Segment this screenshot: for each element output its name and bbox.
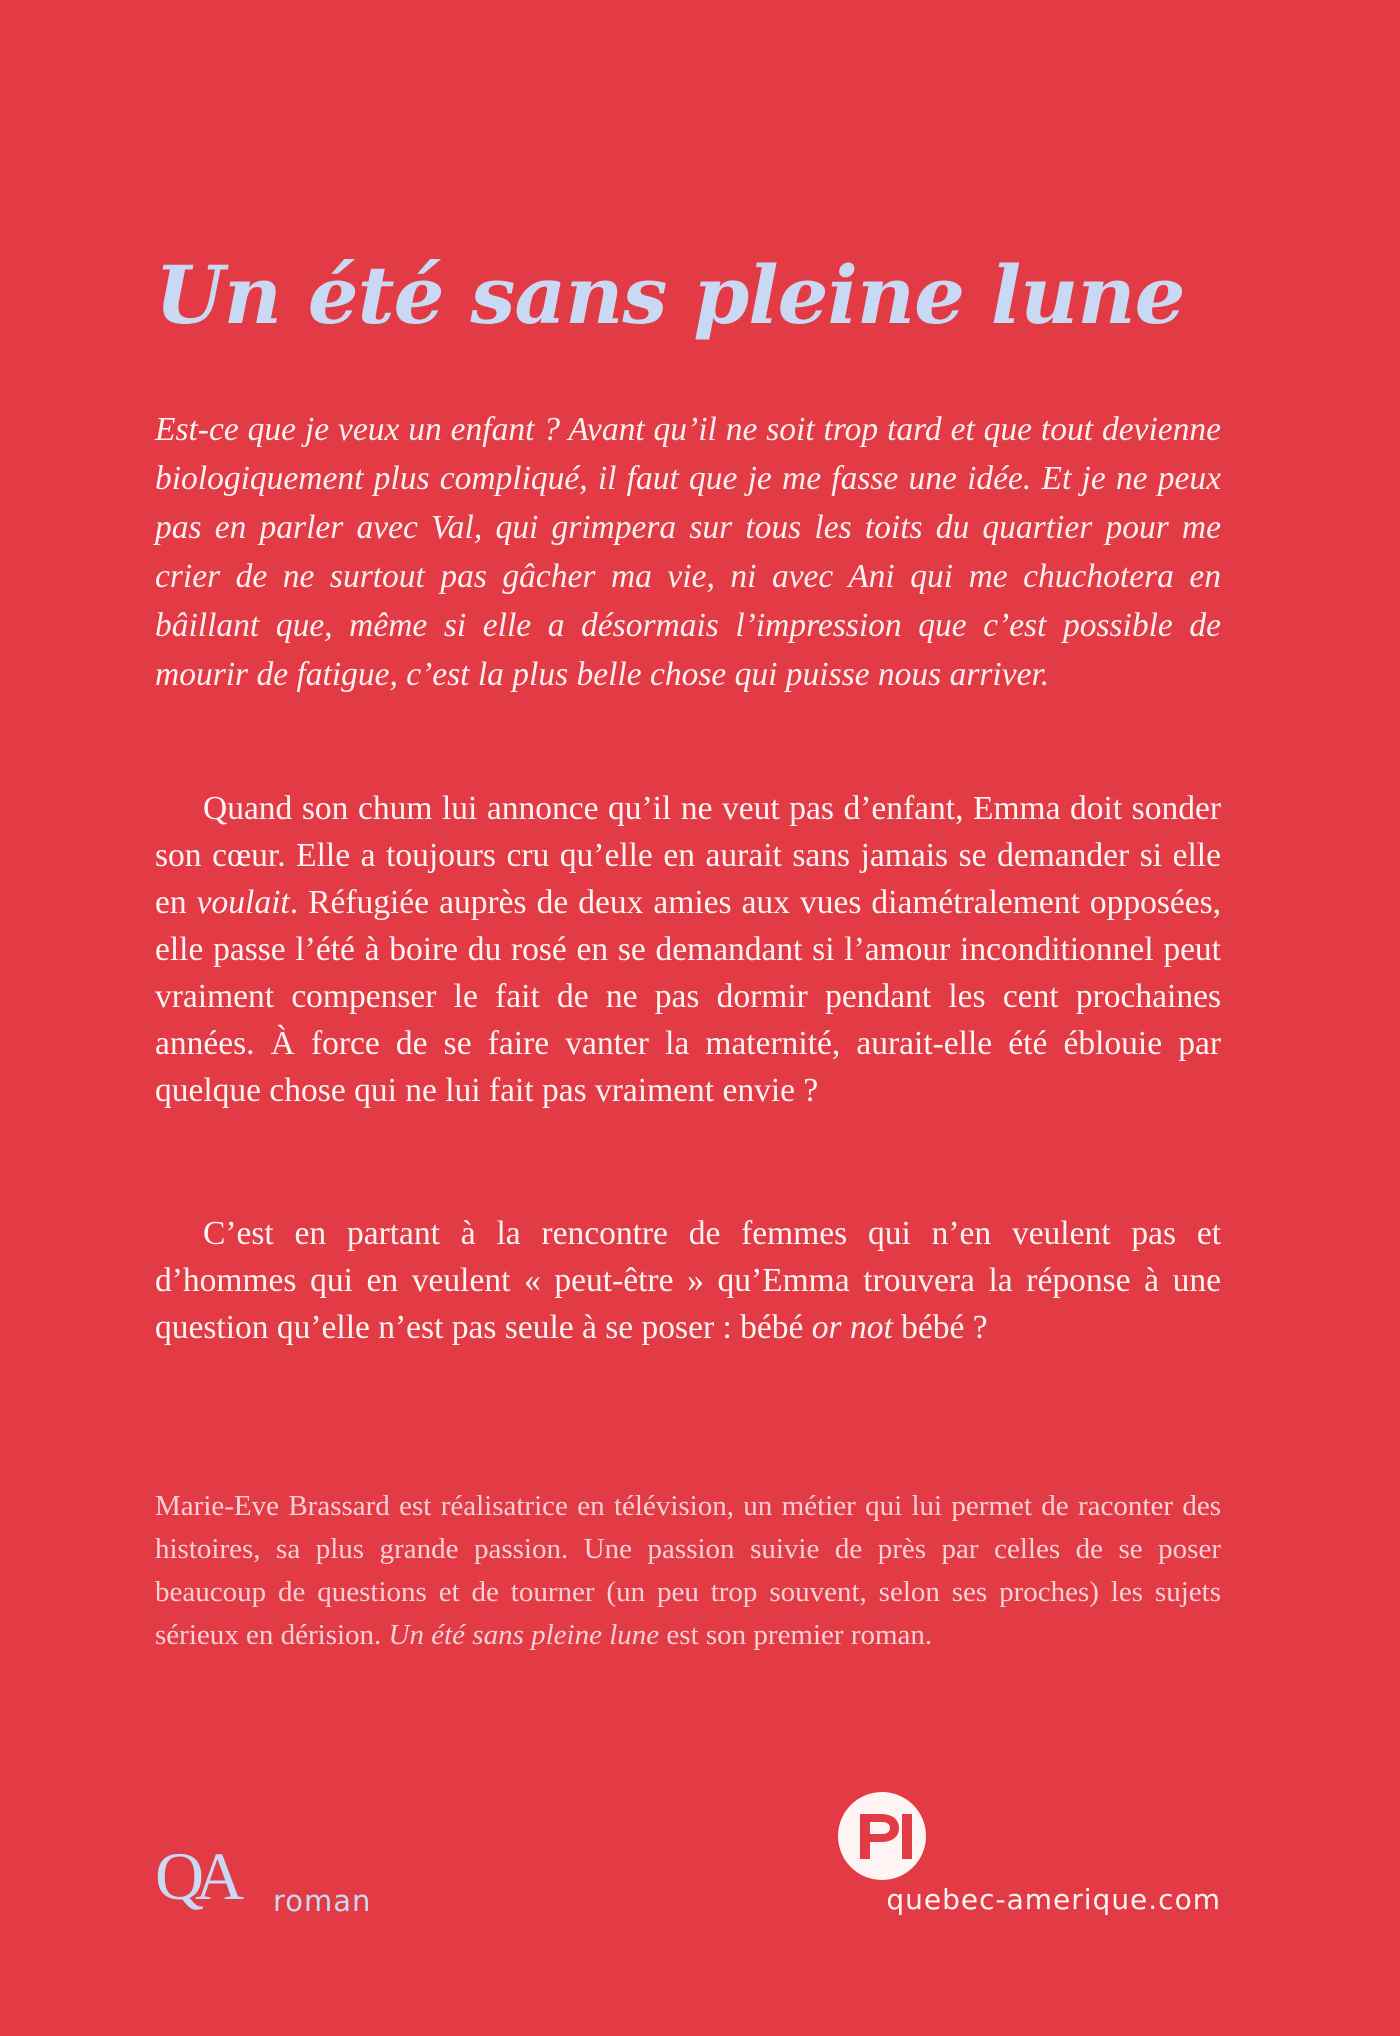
genre-label: roman — [273, 1884, 372, 1918]
imprint-mark-icon — [836, 1790, 928, 1882]
author-bio-title: Un été sans pleine lune — [388, 1619, 660, 1651]
summary-2-italic: or not — [811, 1309, 893, 1346]
author-bio-after: est son premier roman. — [659, 1619, 933, 1651]
book-excerpt: Est-ce que je veux un enfant ? Avant qu’il ne soit trop tard et que tout devienne biologiquement plus compliqué, il faut que je me fasse une idée. Et je ne peux pas en parler avec Val, qui grimpera sur tous les toits du quartier pour me crier de ne surtout pas gâcher ma vie, ni avec Ani qui me chuchotera en bâillant que, même si elle a désormais l’impression que c’est possible de mourir de fatigue, c’est la plus belle chose qui puisse nous arriver. — [155, 411, 1221, 693]
summary-1-before: Quand son chum lui annonce qu’il ne veut pas d’enfant, Emma doit sonder son cœur. Elle a toujours cru qu’elle en aurait sans jamais se demander si elle en — [155, 790, 1221, 921]
author-bio-before: Marie-Eve Brassard est réalisatrice en télévision, un métier qui lui permet de raconter des histoires, sa plus grande passion. Une passion suivie de près par celles de se poser beaucoup de questions et de tourner (un peu trop souvent, selon ses proches) les sujets sérieux en dérision. — [155, 1490, 1221, 1651]
book-summary-paragraph-2 — [155, 1210, 1221, 1351]
author-bio — [155, 1485, 1221, 1657]
summary-2-before: C’est en partant à la rencontre de femmes qui n’en veulent pas et d’hommes qui en veulent « peut-être » qu’Emma trouvera la réponse à une question qu’elle n’est pas seule à se poser : bébé — [155, 1215, 1221, 1346]
book-title: Un été sans pleine lune — [155, 248, 1185, 342]
logo-a: A — [195, 1838, 245, 1914]
logo-q: Q — [155, 1838, 201, 1914]
summary-1-italic: voulait — [196, 884, 290, 921]
summary-2-after: bébé ? — [892, 1309, 988, 1346]
book-summary-paragraph-1 — [155, 785, 1221, 1114]
cover-footer — [155, 1730, 1221, 1918]
qa-logo-icon — [155, 1840, 265, 1912]
summary-1-after: . Réfugiée auprès de deux amies aux vues diamétralement opposées, elle passe l’été à boire du rosé en se demandant si l’amour inconditionnel peut vraiment compenser le fait de ne pas dormir pendant les cent prochaines années. À force de se faire vanter la maternité, aurait-elle été éblouie par quelque chose qui ne lui fait pas vraiment envie ? — [155, 884, 1222, 1109]
publisher-website[interactable]: quebec-amerique.com — [886, 1883, 1221, 1916]
